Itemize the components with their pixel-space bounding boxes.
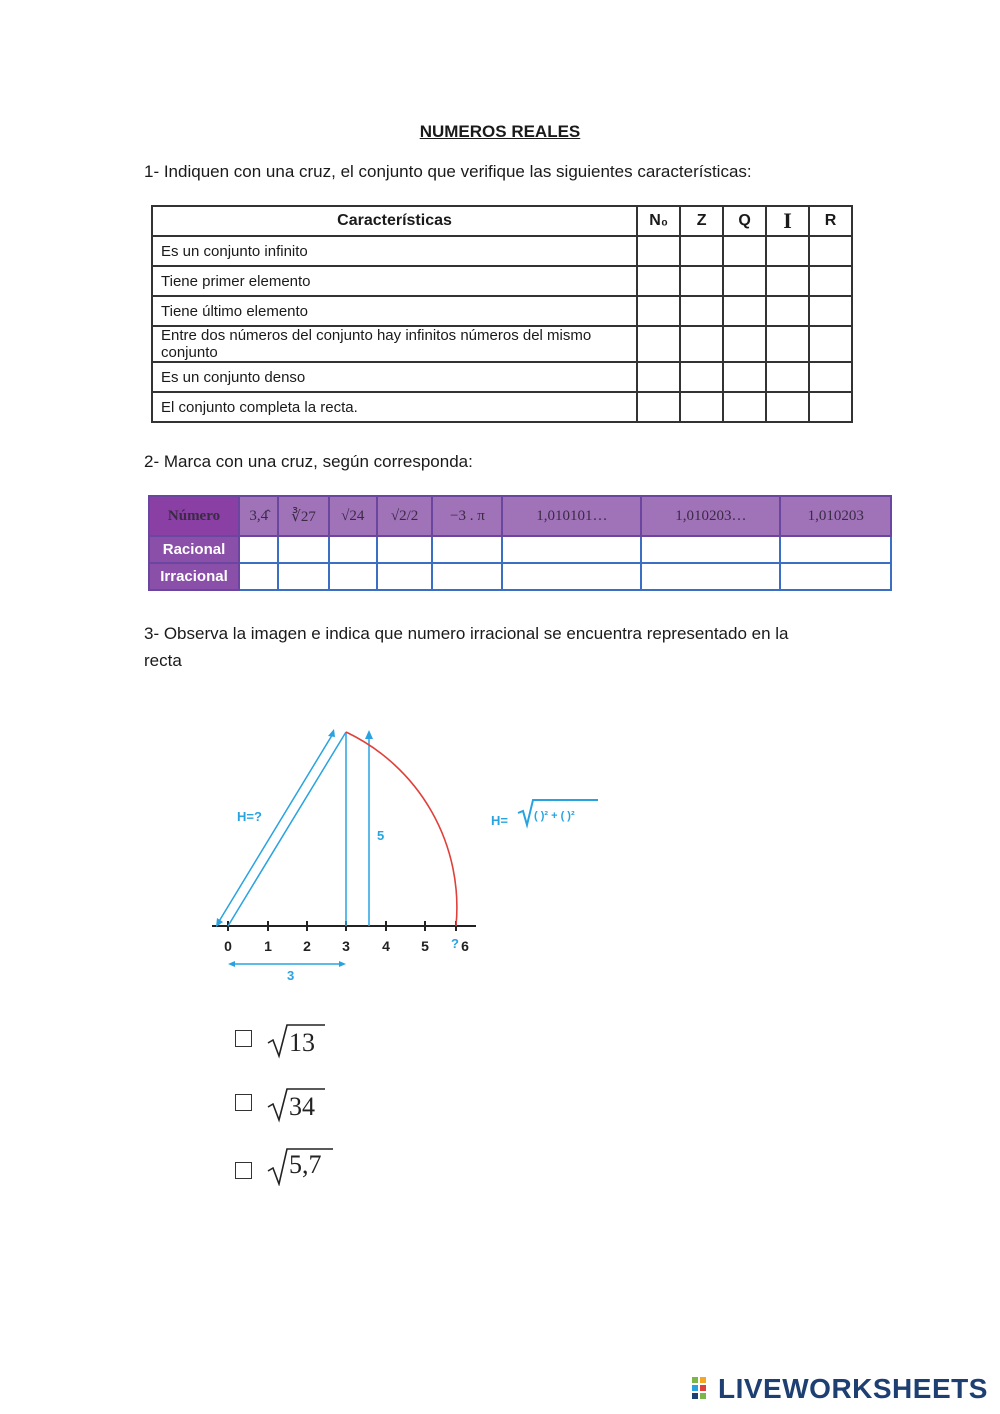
answer-cell[interactable] — [809, 392, 852, 422]
tick-label: 5 — [421, 938, 429, 954]
set-header-q: Q — [723, 206, 766, 236]
tick-label: 1 — [264, 938, 272, 954]
characteristic-row — [152, 326, 852, 362]
answer-cell[interactable] — [637, 392, 680, 422]
answer-cell[interactable] — [641, 536, 780, 563]
answer-cell[interactable] — [502, 536, 641, 563]
rational-irrational-table — [148, 495, 892, 591]
checkbox[interactable] — [235, 1030, 252, 1047]
answer-cell[interactable] — [680, 236, 723, 266]
answer-cell[interactable] — [723, 236, 766, 266]
answer-cell[interactable] — [766, 266, 809, 296]
number-cell: 1,010203… — [641, 496, 780, 536]
answer-cell[interactable] — [809, 362, 852, 392]
hyp-label: H=? — [237, 809, 262, 824]
answer-cell[interactable] — [637, 362, 680, 392]
answer-cell[interactable] — [680, 362, 723, 392]
answer-cell[interactable] — [809, 296, 852, 326]
sqrt-icon — [265, 1146, 405, 1186]
characteristics-header: Características — [152, 206, 637, 236]
question-1-text: 1- Indiquen con una cruz, el conjunto que verifique las siguientes características: — [144, 162, 752, 181]
answer-cell[interactable] — [278, 563, 328, 590]
racional-row — [149, 536, 891, 563]
numero-label: Número — [149, 496, 239, 536]
characteristic-label: Tiene último elemento — [152, 296, 637, 326]
svg-text:13: 13 — [289, 1028, 315, 1057]
answer-cell[interactable] — [680, 266, 723, 296]
set-header-i: I — [766, 206, 809, 236]
number-cell: ∛27 — [278, 496, 328, 536]
answer-cell[interactable] — [329, 563, 377, 590]
characteristic-label: Es un conjunto infinito — [152, 236, 637, 266]
tick-label: 6 — [461, 938, 469, 954]
racional-label: Racional — [149, 536, 239, 563]
checkbox[interactable] — [235, 1094, 252, 1111]
answer-cell[interactable] — [637, 296, 680, 326]
compass-arc — [346, 732, 457, 926]
answer-cell[interactable] — [723, 362, 766, 392]
number-cell: √2/2 — [377, 496, 433, 536]
svg-text:34: 34 — [289, 1092, 315, 1121]
characteristic-label: Tiene primer elemento — [152, 266, 637, 296]
answer-cell[interactable] — [641, 563, 780, 590]
answer-cell[interactable] — [432, 536, 502, 563]
number-cell: 1,010203 — [780, 496, 891, 536]
answer-cell[interactable] — [809, 266, 852, 296]
answer-cell[interactable] — [766, 392, 809, 422]
answer-cell[interactable] — [278, 536, 328, 563]
answer-cell[interactable] — [723, 326, 766, 362]
sqrt-icon — [265, 1022, 405, 1062]
formula-label: H= — [491, 813, 508, 828]
question-3-text-line1: 3- Observa la imagen e indica que numero irracional se encuentra representado en la — [144, 624, 789, 643]
formula-body: ( )² + ( )² — [534, 810, 575, 822]
tick-label: 2 — [303, 938, 311, 954]
logo-text: LIVEWORKSHEETS — [718, 1373, 988, 1404]
answer-cell[interactable] — [680, 296, 723, 326]
set-header-r: R — [809, 206, 852, 236]
answer-cell[interactable] — [680, 326, 723, 362]
answer-cell[interactable] — [239, 536, 278, 563]
characteristic-row — [152, 236, 852, 266]
set-header-z: Z — [680, 206, 723, 236]
answer-cell[interactable] — [680, 392, 723, 422]
answer-cell[interactable] — [766, 362, 809, 392]
tick-label: 4 — [382, 938, 390, 954]
tick-label: 0 — [224, 938, 232, 954]
answer-cell[interactable] — [723, 296, 766, 326]
tick-label: 3 — [342, 938, 350, 954]
liveworksheets-logo — [690, 1373, 990, 1407]
question-2-text: 2- Marca con una cruz, según corresponda: — [144, 452, 473, 471]
pythagoras-figure — [200, 715, 620, 995]
answer-cell[interactable] — [502, 563, 641, 590]
answer-cell[interactable] — [239, 563, 278, 590]
answer-cell[interactable] — [809, 236, 852, 266]
question-3-text-line2: recta — [144, 651, 182, 670]
answer-cell[interactable] — [723, 266, 766, 296]
characteristics-table — [151, 205, 853, 423]
height-label: 5 — [377, 828, 385, 843]
answer-cell[interactable] — [637, 266, 680, 296]
characteristic-row — [152, 392, 852, 422]
hypotenuse — [228, 732, 346, 926]
characteristic-label: Es un conjunto denso — [152, 362, 637, 392]
answer-cell[interactable] — [780, 563, 891, 590]
question-mark: ? — [451, 936, 459, 951]
sqrt-icon — [265, 1086, 405, 1126]
answer-cell[interactable] — [329, 536, 377, 563]
base-label: 3 — [287, 968, 295, 983]
characteristic-label: Entre dos números del conjunto hay infinitos números del mismo conjunto — [152, 326, 637, 362]
irracional-row — [149, 563, 891, 590]
characteristic-row — [152, 362, 852, 392]
answer-cell[interactable] — [377, 536, 433, 563]
characteristic-label: El conjunto completa la recta. — [152, 392, 637, 422]
answer-cell[interactable] — [766, 296, 809, 326]
page-title: NUMEROS REALES — [419, 122, 581, 141]
answer-cell[interactable] — [780, 536, 891, 563]
number-cell: 1,010101… — [502, 496, 641, 536]
answer-cell[interactable] — [637, 326, 680, 362]
hyp-arrow — [218, 732, 334, 923]
irracional-label: Irracional — [149, 563, 239, 590]
checkbox[interactable] — [235, 1162, 252, 1179]
number-cell: −3 . π — [432, 496, 502, 536]
numbers-row — [149, 496, 891, 536]
answer-cell[interactable] — [637, 236, 680, 266]
number-cell: 3,4̂ — [239, 496, 278, 536]
answer-cell[interactable] — [432, 563, 502, 590]
answer-cell[interactable] — [723, 392, 766, 422]
number-cell: √24 — [329, 496, 377, 536]
answer-cell[interactable] — [809, 326, 852, 362]
logo-icon — [692, 1377, 714, 1403]
answer-cell[interactable] — [766, 326, 809, 362]
characteristic-row — [152, 296, 852, 326]
characteristic-row — [152, 266, 852, 296]
set-header-n0: N₀ — [637, 206, 680, 236]
answer-cell[interactable] — [766, 236, 809, 266]
answer-cell[interactable] — [377, 563, 433, 590]
svg-text:5,7: 5,7 — [289, 1150, 322, 1179]
